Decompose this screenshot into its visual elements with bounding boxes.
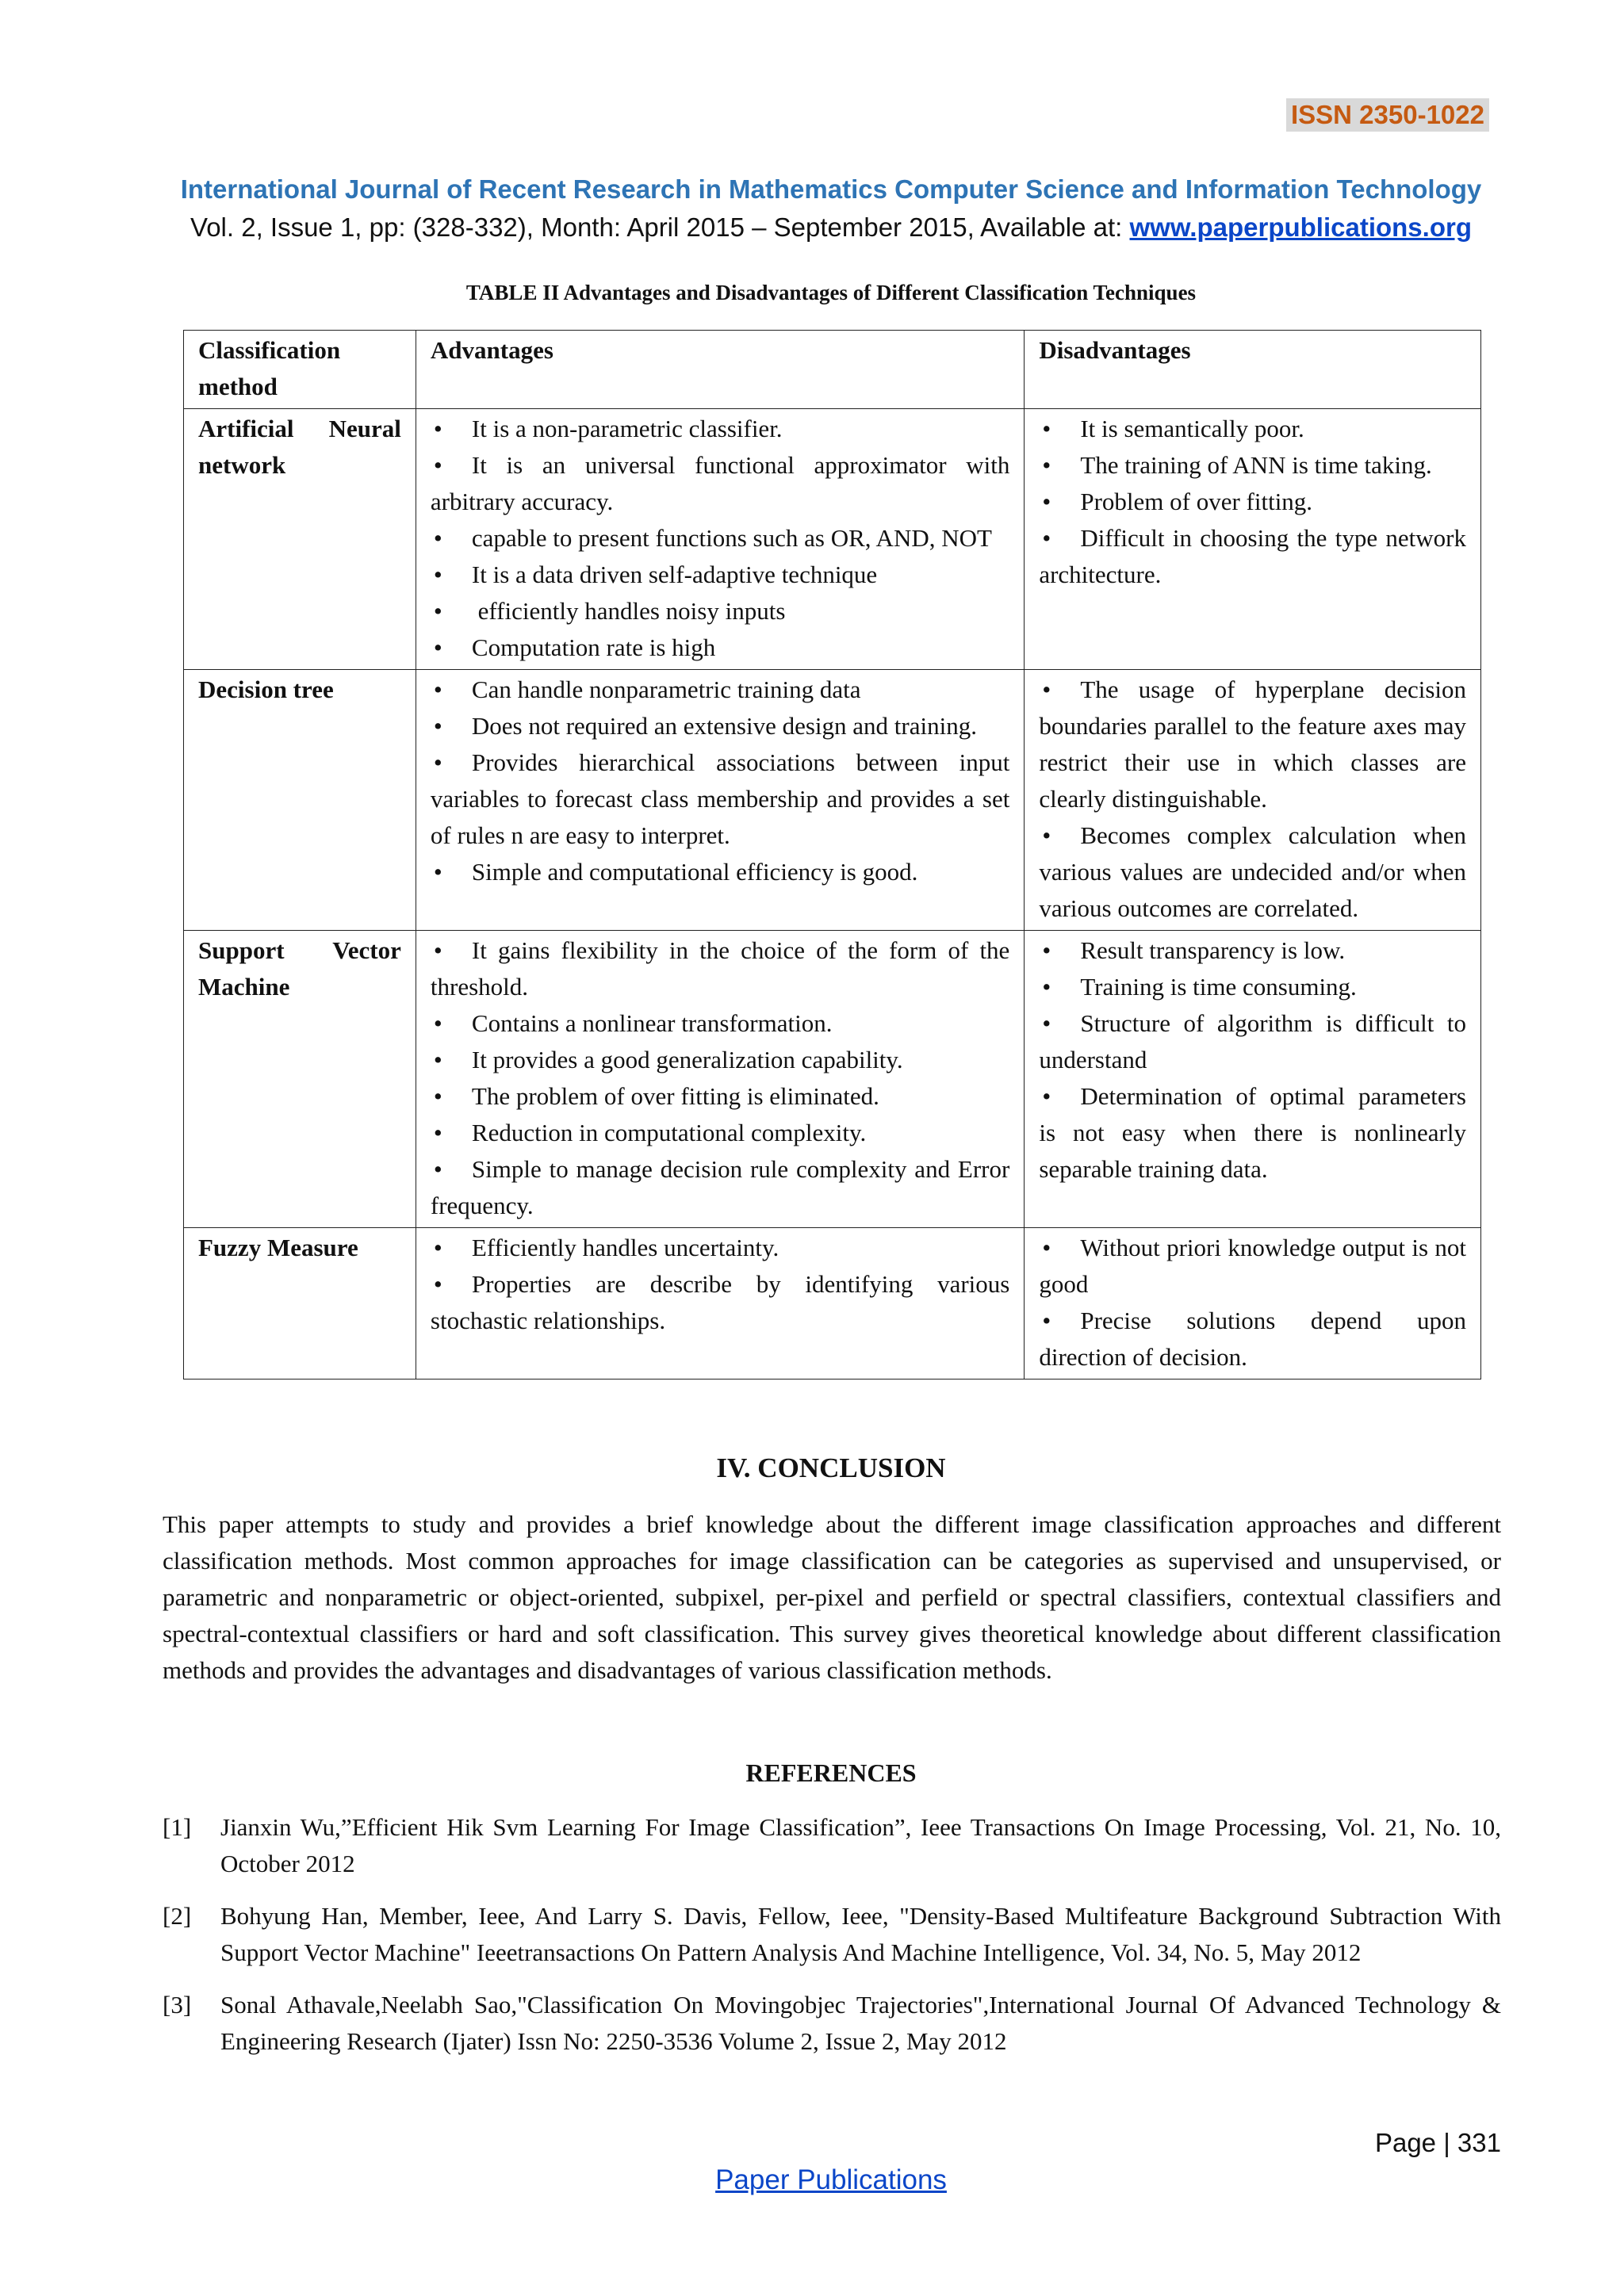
list-item: • Problem of over fitting. xyxy=(1039,484,1466,520)
classification-table xyxy=(183,330,1481,1380)
list-item: • The training of ANN is time taking. xyxy=(1039,447,1466,484)
reference-text: Jianxin Wu,”Efficient Hik Svm Learning For Image Classification”, Ieee Transactions On Image Processing, Vol. 21, No. 10, October 2012 xyxy=(220,1813,1501,1877)
method-cell: Fuzzy Measure xyxy=(184,1228,416,1380)
reference-item xyxy=(163,1809,1501,1882)
list-item: • Result transparency is low. xyxy=(1039,932,1466,969)
list-item: • Becomes complex calculation when various values are undecided and/or when various outcomes are correlated. xyxy=(1039,817,1466,927)
list-item: • Simple to manage decision rule complexity and Error frequency. xyxy=(431,1151,1009,1224)
journal-website-link[interactable]: www.paperpublications.org xyxy=(1129,212,1472,242)
list-item: • The problem of over fitting is eliminated. xyxy=(431,1078,1009,1115)
list-item: • Difficult in choosing the type network architecture. xyxy=(1039,520,1466,593)
reference-number: [1] xyxy=(163,1813,192,1841)
list-item: • Provides hierarchical associations between input variables to forecast class membership and provides a set of rules n are easy to interpret. xyxy=(431,744,1009,854)
table-row xyxy=(184,409,1481,670)
table-caption: TABLE II Advantages and Disadvantages of Different Classification Techniques xyxy=(465,281,1197,304)
table-row xyxy=(184,670,1481,931)
issn-badge: ISSN 2350-1022 xyxy=(1286,98,1489,132)
reference-text: Bohyung Han, Member, Ieee, And Larry S. Davis, Fellow, Ieee, "Density-Based Multifeature Background Subtraction With Support Vector Machine" Ieeetransactions On Pattern Analysis And Machine Intelligence, Vol. 34, No. 5, May 2012 xyxy=(220,1902,1501,1966)
disadvantages-cell xyxy=(1025,670,1481,931)
list-item: • Determination of optimal parameters is not easy when there is nonlinearly separable training data. xyxy=(1039,1078,1466,1188)
reference-item xyxy=(163,1987,1501,2060)
list-item: • Structure of algorithm is difficult to understand xyxy=(1039,1005,1466,1078)
table-row xyxy=(184,1228,1481,1380)
reference-number: [2] xyxy=(163,1902,192,1930)
advantages-cell xyxy=(416,409,1024,670)
disadvantages-cell xyxy=(1025,1228,1481,1380)
list-item: • Precise solutions depend upon direction of decision. xyxy=(1039,1303,1466,1376)
advantages-cell xyxy=(416,1228,1024,1380)
disadvantages-cell xyxy=(1025,409,1481,670)
list-item: • Computation rate is high xyxy=(431,629,1009,666)
list-item: • Training is time consuming. xyxy=(1039,969,1466,1005)
list-item: • capable to present functions such as OR, AND, NOT xyxy=(431,520,1009,557)
list-item: • Reduction in computational complexity. xyxy=(431,1115,1009,1151)
references-heading: REFERENCES xyxy=(745,1758,917,1787)
method-cell: Artificial Neural network xyxy=(184,409,416,670)
list-item: • Does not required an extensive design and training. xyxy=(431,708,1009,744)
table-row xyxy=(184,931,1481,1228)
reference-item xyxy=(163,1898,1501,1971)
list-item: • It gains flexibility in the choice of the form of the threshold. xyxy=(431,932,1009,1005)
journal-title: International Journal of Recent Research in Mathematics Computer Science and Information Technology xyxy=(180,174,1482,204)
list-item: • It is an universal functional approximator with arbitrary accuracy. xyxy=(431,447,1009,520)
list-item: • It provides a good generalization capability. xyxy=(431,1042,1009,1078)
list-item: • The usage of hyperplane decision boundaries parallel to the feature axes may restrict their use in which classes are clearly distinguishable. xyxy=(1039,672,1466,817)
list-item: • Efficiently handles uncertainty. xyxy=(431,1230,1009,1266)
list-item: • It is a non-parametric classifier. xyxy=(431,411,1009,447)
journal-meta-text: Vol. 2, Issue 1, pp: (328-332), Month: April 2015 – September 2015, Available at: xyxy=(190,212,1130,242)
list-item: • Simple and computational efficiency is good. xyxy=(431,854,1009,890)
list-item: • It is a data driven self-adaptive technique xyxy=(431,557,1009,593)
publisher-link[interactable]: Paper Publications xyxy=(715,2164,947,2195)
conclusion-heading: IV. CONCLUSION xyxy=(716,1452,946,1483)
column-header: Disadvantages xyxy=(1025,331,1481,409)
reference-number: [3] xyxy=(163,1991,192,2019)
list-item: • Can handle nonparametric training data xyxy=(431,672,1009,708)
list-item: • efficiently handles noisy inputs xyxy=(431,593,1009,629)
list-item: • Contains a nonlinear transformation. xyxy=(431,1005,1009,1042)
table-header-row xyxy=(184,331,1481,409)
column-header: Advantages xyxy=(416,331,1024,409)
journal-meta xyxy=(0,211,1624,244)
advantages-cell xyxy=(416,931,1024,1228)
list-item: • It is semantically poor. xyxy=(1039,411,1466,447)
reference-list xyxy=(163,1809,1501,2076)
conclusion-paragraph: This paper attempts to study and provides a brief knowledge about the different image classification approaches and different classification methods. Most common approaches for image classification can be categories as supervised and unsupervised, or parametric and nonparametric or object-oriented, subpixel, per-pixel and perfield or spectral classifiers, contextual classifiers and spectral-contextual classifiers or hard and soft classification. This survey gives theoretical knowledge about different classification methods and provides the advantages and disadvantages of various classification methods. xyxy=(163,1510,1501,1684)
column-header: Classification method xyxy=(184,331,416,409)
method-cell: Support Vector Machine xyxy=(184,931,416,1228)
reference-text: Sonal Athavale,Neelabh Sao,"Classification On Movingobjec Trajectories",International Journal Of Advanced Technology & Engineering Research (Ijater) Issn No: 2250-3536 Volume 2, Issue 2, May 2012 xyxy=(220,1991,1501,2055)
disadvantages-cell xyxy=(1025,931,1481,1228)
page-number: Page | 331 xyxy=(1374,2128,1501,2157)
list-item: • Properties are describe by identifying various stochastic relationships. xyxy=(431,1266,1009,1339)
list-item: • Without priori knowledge output is not good xyxy=(1039,1230,1466,1303)
method-cell: Decision tree xyxy=(184,670,416,931)
advantages-cell xyxy=(416,670,1024,931)
